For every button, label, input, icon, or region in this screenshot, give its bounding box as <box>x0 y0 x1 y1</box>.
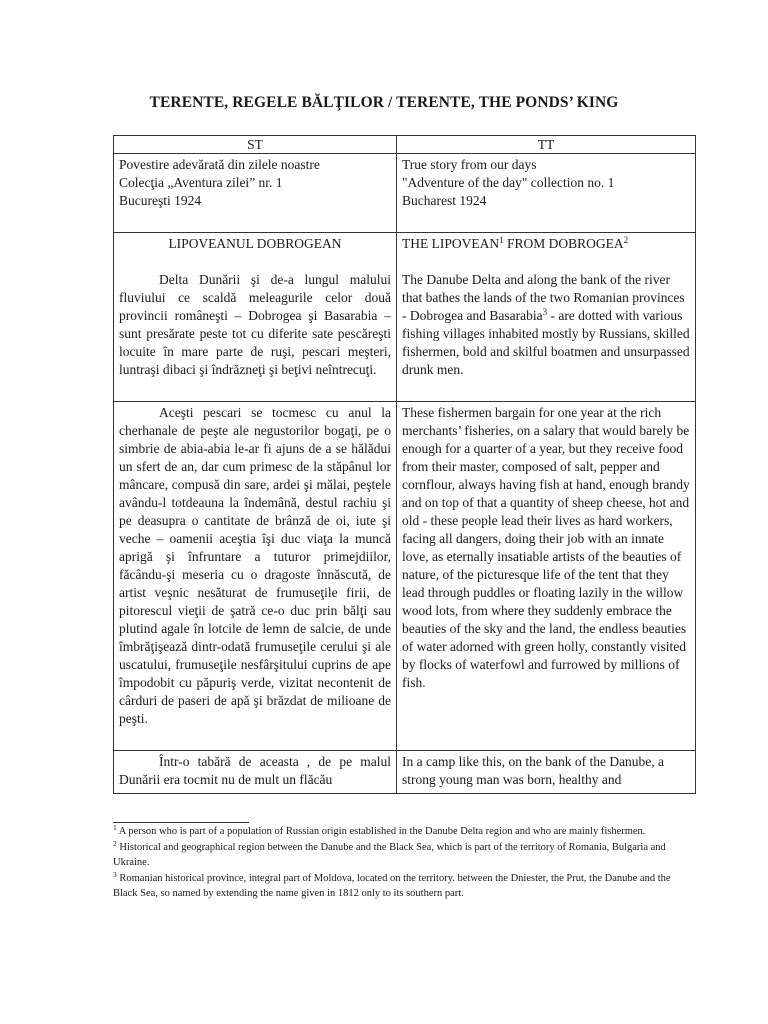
st-imprint-line: Bucureşti 1924 <box>119 193 202 208</box>
tt-cell-camp <box>397 751 696 794</box>
tt-imprint-line: Bucharest 1924 <box>402 193 487 208</box>
st-cell-fishermen <box>114 402 397 751</box>
footnote-number: 3 <box>113 869 117 879</box>
footnote <box>113 824 673 840</box>
footnote <box>113 840 673 871</box>
translation-table <box>113 135 696 794</box>
table-row <box>114 751 696 794</box>
st-cell-intro <box>114 233 397 402</box>
footnote-ref: 3 <box>542 307 548 317</box>
tt-heading-part: THE LIPOVEAN <box>402 236 500 251</box>
st-paragraph: Delta Dunării şi de-a lungul malului fluviului ce scaldă meleagurile celor două provincii româneşti – Dobrogea şi Basarabia – sunt presărate peste tot cu diferite sate pescăreşti locuite în mare parte de ruşi, pescari meşteri, luntraşi dibaci şi îndrăzneţi şi beţivi neîntrecuţi. <box>119 272 391 377</box>
st-paragraph: Într-o tabără de aceasta , de pe malul Dunării era tocmit nu de mult un flăcău <box>119 754 391 787</box>
tt-paragraph <box>402 271 690 379</box>
table-row <box>114 402 696 751</box>
footnote-number: 1 <box>113 823 117 832</box>
st-imprint-line: Povestire adevărată din zilele noastre <box>119 157 320 172</box>
tt-text-part: The Danube Delta and along the bank of the river that bathes the lands of the two Romanian provinces - Dobrogea and Basarabia <box>402 272 685 323</box>
tt-paragraph: In a camp like this, on the bank of the Danube, a strong young man was born, healthy and <box>402 754 665 787</box>
footnote-ref: 2 <box>623 235 629 245</box>
st-chapter-heading: LIPOVEANUL DOBROGEAN <box>168 236 342 251</box>
tt-text-part: - are dotted with various fishing villages inhabited mostly by Russians, skilled fishermen, bold and skilful boatmen and unsurpassed drunk men. <box>402 308 690 377</box>
st-imprint-line: Colecţia „Aventura zilei” nr. 1 <box>119 175 283 190</box>
tt-imprint-line: True story from our days <box>402 157 537 172</box>
st-cell-camp <box>114 751 397 794</box>
tt-chapter-heading <box>402 235 690 253</box>
footnote-number: 2 <box>113 838 117 848</box>
table-row <box>114 233 696 402</box>
page-title: TERENTE, REGELE BĂLŢILOR / TERENTE, THE PONDS’ KING <box>149 94 619 111</box>
header-tt: TT <box>397 136 696 154</box>
footnote-text: Romanian historical province, integral part of Moldova, located on the territory. between the Dniester, the Prut, the Danube and the Black Sea, so named by extending the name given in 1812 only to its southern part. <box>113 872 671 899</box>
table-header-row <box>114 136 696 154</box>
st-paragraph: Aceşti pescari se tocmesc cu anul la cherhanale de peşte ale negustorilor bogaţi, pe o simbrie de abia-abia le-ar fi ajuns de a se hălădui un sfert de an, dar cum primesc de la stăpânul lor mâncare, compusă din sare, ardei şi mălai, peştele avându-l totdeauna la îndemână, destul rachiu şi pe deasupra o cantitate de brânză de oi, iute şi veche – oamenii aceştia îşi duc viaţa la muncă aprigă şi înfruntare a tuturor primejdiilor, făcându-şi meseria cu o dragoste înnăscută, de artist veşnic nesăturat de frumuseţile firii, de pitorescul vieţii de şatră ce-o duc prin bălţi sau plutind agale în lotcile de lemn de salcie, de unde îmbrăţişează dintr-odată frumuseţile cerului şi ale uscatului, frumuseţile nesfârşitului cuprins de ape împodobit cu păpuriş verde, vizitat necontenit de cârduri de paseri de apă şi brăzdat de milioane de peşti. <box>119 405 391 726</box>
tt-cell-imprint <box>397 154 696 233</box>
tt-heading-part: FROM DOBROGEA <box>503 236 624 251</box>
footnotes <box>113 824 673 902</box>
tt-cell-intro <box>397 233 696 402</box>
table-row <box>114 154 696 233</box>
tt-cell-fishermen <box>397 402 696 751</box>
tt-imprint-line: "Adventure of the day" collection no. 1 <box>402 175 615 190</box>
tt-paragraph: These fishermen bargain for one year at the rich merchants’ fisheries, on a salary that would barely be enough for a quarter of a year, but they receive food from their master, composed of salt, pepper and cornflour, always having fish at hand, enough brandy and on top of that a quantity of sheep cheese, hot and old - these people lead their lives as hard workers, facing all dangers, doing their job with an innate love, as eternally insatiable artists of the beauties of nature, of the picturesque life of the tent that they lead through puddles or floating lazily in the willow wood lots, from where they suddenly embrace the beauties of the sky and the land, the endless beauties of water adorned with green holly, constantly visited by flocks of waterfowl and furrowed by millions of fish. <box>402 405 690 690</box>
st-cell-imprint <box>114 154 397 233</box>
footnote <box>113 871 673 902</box>
footnote-ref: 1 <box>499 235 504 245</box>
footnote-separator <box>113 822 249 823</box>
footnote-text: Historical and geographical region between the Danube and the Black Sea, which is part of the territory of Romania, Bulgaria and Ukraine. <box>113 841 666 868</box>
header-st: ST <box>114 136 397 154</box>
footnote-text: A person who is part of a population of Russian origin established in the Danube Delta region and who are mainly fishermen. <box>116 826 646 837</box>
